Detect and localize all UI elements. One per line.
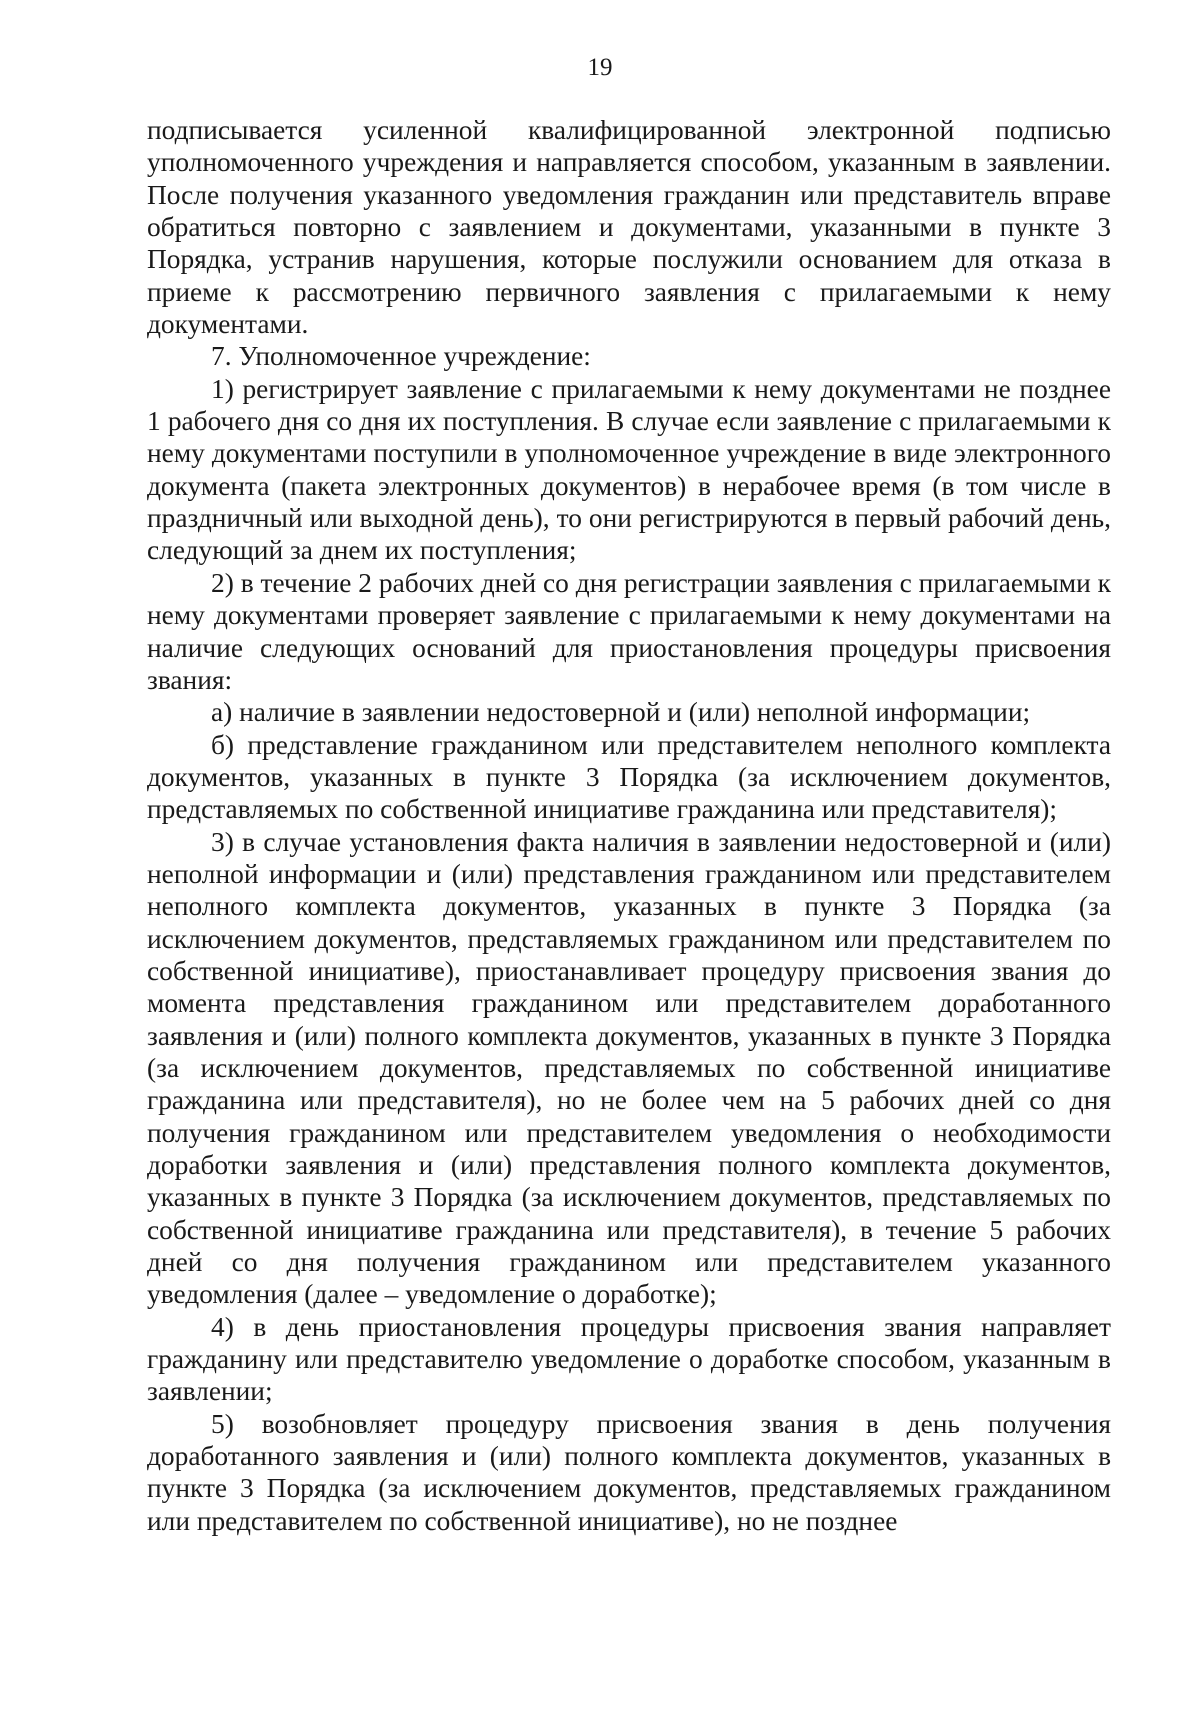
paragraph-subitem-2b: б) представление гражданином или представителем неполного комплекта документов, указанных в пункте 3 Порядка (за исключением документов, представляемых по собственной инициативе гражданина или представителя); (147, 729, 1111, 825)
paragraph-subitem-3: 3) в случае установления факта наличия в заявлении недостоверной и (или) неполной информации и (или) представления гражданином или представителем неполного комплекта документов, указанных в пункте 3 Порядка (за исключением документов, представляемых гражданином или представителем по собственной инициативе), приостанавливает процедуру присвоения звания до момента представления гражданином или представителем доработанного заявления и (или) полного комплекта документов, указанных в пункте 3 Порядка (за исключением документов, представляемых по собственной инициативе гражданина или представителя), но не более чем на 5 рабочих дней со дня получения гражданином или представителем уведомления о необходимости доработки заявления и (или) представления полного комплекта документов, указанных в пункте 3 Порядка (за исключением документов, представляемых по собственной инициативе гражданина или представителя), в течение 5 рабочих дней со дня получения гражданином или представителем указанного уведомления (далее – уведомление о доработке); (147, 826, 1111, 1310)
paragraph-subitem-4: 4) в день приостановления процедуры присвоения звания направляет гражданину или представителю уведомление о доработке способом, указанным в заявлении; (147, 1311, 1111, 1407)
paragraph-item-7-heading: 7. Уполномоченное учреждение: (211, 341, 591, 372)
page-number: 19 (587, 54, 613, 81)
paragraph-continuation: подписывается усиленной квалифицированной электронной подписью уполномоченного учреждения и направляется способом, указанным в заявлении. После получения указанного уведомления гражданин или представитель вправе обратиться повторно с заявлением и документами, указанными в пункте 3 Порядка, устранив нарушения, которые послужили основанием для отказа в приеме к рассмотрению первичного заявления с прилагаемыми к нему документами. (147, 115, 1111, 340)
paragraph-subitem-2: 2) в течение 2 рабочих дней со дня регистрации заявления с прилагаемыми к нему документами проверяет заявление с прилагаемыми к нему документами на наличие следующих оснований для приостановления процедуры присвоения звания: (147, 567, 1111, 695)
paragraph-subitem-1: 1) регистрирует заявление с прилагаемыми к нему документами не позднее 1 рабочего дня со дня их поступления. В случае если заявление с прилагаемыми к нему документами поступили в уполномоченное учреждение в виде электронного документа (пакета электронных документов) в нерабочее время (в том числе в праздничный или выходной день), то они регистрируются в первый рабочий день, следующий за днем их поступления; (147, 373, 1111, 566)
paragraph-subitem-5: 5) возобновляет процедуру присвоения звания в день получения доработанного заявления и (или) полного комплекта документов, указанных в пункте 3 Порядка (за исключением документов, представляемых гражданином или представителем по собственной инициативе), но не позднее (147, 1408, 1111, 1536)
paragraph-subitem-2a: а) наличие в заявлении недостоверной и (или) неполной информации; (211, 697, 1031, 728)
document-body (147, 114, 1111, 1537)
